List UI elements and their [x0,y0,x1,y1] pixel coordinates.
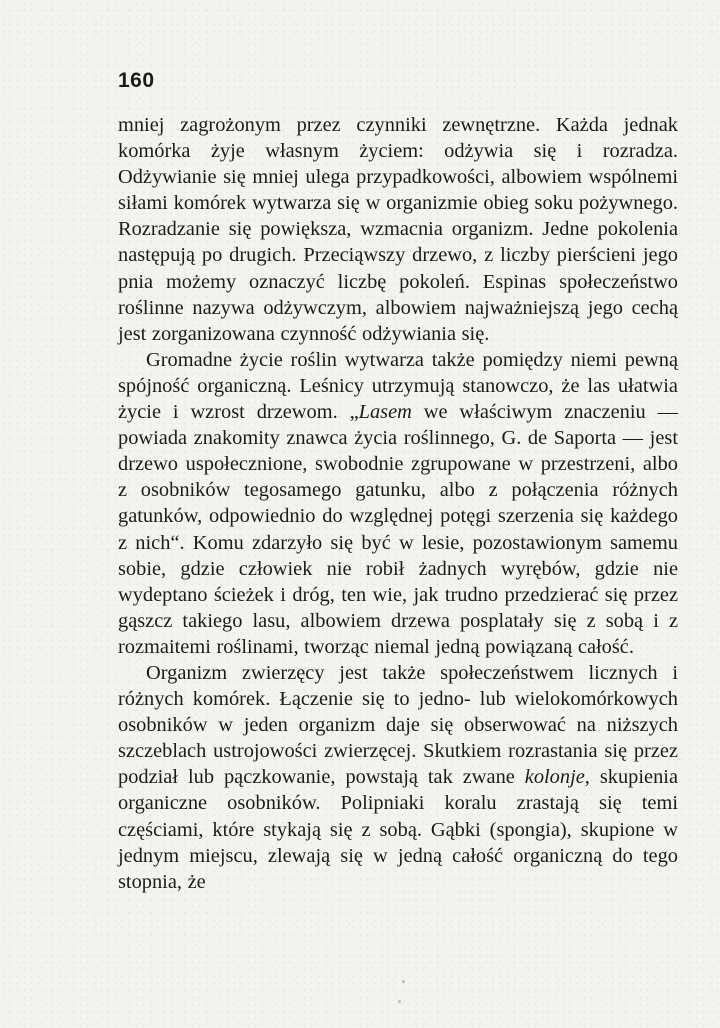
paragraph-2-text-b: we właściwym znaczeniu — powiada znakomity znawca życia roślinnego, G. de Saporta — jest drzewo uspołecznione, swobodnie zgrupowane w przestrzeni, albo z osobników tegosamego gatunku, albo z połączenia różnych gatunków, odpowiednio do względnej potęgi szerzenia się każdego z nich“. Komu zdarzyło się być w lesie, pozostawionym samemu sobie, gdzie człowiek nie robił żadnych wyrębów, gdzie nie wydeptano ścieżek i dróg, ten wie, jak trudno przedzierać się przez gąszcz takiego lasu, albowiem drzewa posplatały się z sobą i z rozmaitemi roślinami, tworząc niemal jedną powiązaną całość. [118,401,678,658]
page-body [118,112,678,895]
paragraph-3-text-a: Organizm zwierzęcy jest także społeczeństwem licznych i różnych komórek. Łączenie się to jedno- lub wielokomórkowych osobników w jeden organizm daje się obserwować na niższych szczeblach ustrojowości zwierzęcej. Skutkiem rozrastania się przez podział lub pączkowanie, powstają tak zwane [118,661,678,789]
paragraph-3-text-b: , skupienia organiczne osobników. Polipniaki koralu zrastają się temi częściami, które stykają się z sobą. Gąbki (spongia), skupione w jednym miejscu, zlewają się w jedną całość organiczną do tego stopnia, że [118,766,678,893]
paragraph-3-italic-kolonje: kolonje [524,766,585,789]
paragraph-1 [118,112,678,347]
paper-speck [398,1000,401,1003]
paragraph-2-italic-lasem: Lasem [358,401,412,424]
paragraph-2 [118,347,678,660]
book-page [118,68,678,895]
paper-speck [402,980,405,983]
paragraph-1-text: mniej zagrożonym przez czynniki zewnętrzne. Każda jednak komórka żyje własnym życiem: odżywia się i rozradza. Odżywianie się mniej ulega przypadkowości, albowiem wspólnemi siłami komórek wytwarza się w organizmie obieg soku pożywnego. Rozradzanie się powiększa, wzmacnia organizm. Jedne pokolenia następują po drugich. Przeciąwszy drzewo, z liczby pierścieni jego pnia możemy oznaczyć liczbę pokoleń. Espinas społeczeństwo roślinne nazywa odżywczym, albowiem najważniejszą jego cechą jest zorganizowana czynność odżywiania się. [118,114,678,345]
paragraph-3 [118,660,678,895]
paragraph-2-text-a: Gromadne życie roślin wytwarza także pomiędzy niemi pewną spójność organiczną. Leśnicy utrzymują stanowczo, że las ułatwia życie i wzrost drzewom. „ [118,348,678,424]
page-number: 160 [118,69,155,92]
